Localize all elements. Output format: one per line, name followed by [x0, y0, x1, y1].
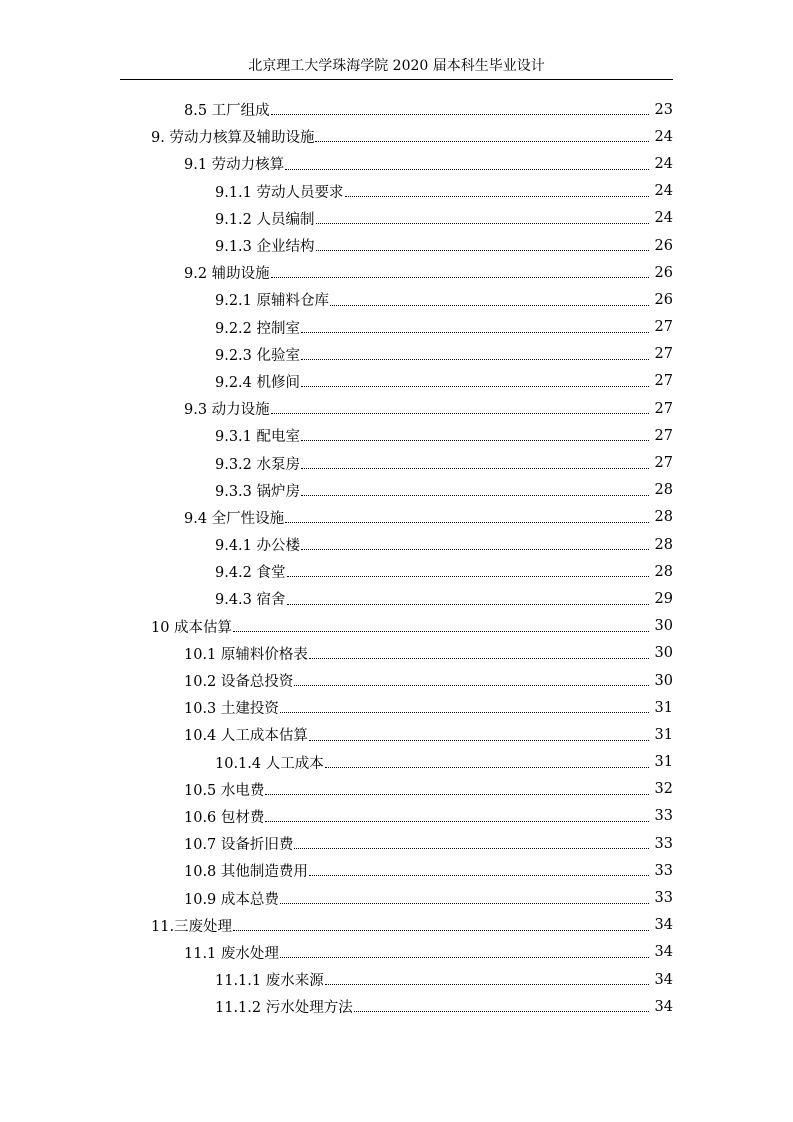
toc-entry[interactable] [0, 803, 793, 830]
toc-entry-page: 28 [654, 563, 673, 580]
toc-dot-leader [325, 983, 649, 985]
toc-entry-title: 10.2 设备总投资 [184, 674, 294, 691]
toc-entry[interactable] [0, 205, 793, 232]
toc-entry[interactable] [0, 504, 793, 531]
toc-dot-leader [309, 739, 649, 741]
toc-entry-page: 26 [654, 237, 673, 254]
toc-entry-title: 10.8 其他制造费用 [184, 864, 308, 881]
toc-entry-page: 34 [654, 998, 673, 1015]
toc-entry[interactable] [0, 341, 793, 368]
toc-dot-leader [345, 195, 649, 197]
toc-entry[interactable] [0, 993, 793, 1020]
toc-entry-title: 9.3.2 水泵房 [215, 456, 301, 473]
toc-entry-title: 10.7 设备折旧费 [184, 837, 294, 854]
toc-entry-title: 9.4 全厂性设施 [184, 510, 285, 527]
toc-entry-title: 9.3.3 锅炉房 [215, 483, 301, 500]
toc-dot-leader [301, 331, 649, 333]
toc-entry-title: 10.4 人工成本估算 [184, 728, 308, 745]
toc-entry-page: 32 [654, 781, 673, 798]
toc-entry[interactable] [0, 694, 793, 721]
toc-entry-title: 9.2.1 原辅料仓库 [215, 293, 330, 310]
toc-entry-page: 33 [654, 890, 673, 907]
toc-dot-leader [330, 304, 649, 306]
toc-entry-page: 24 [654, 183, 673, 200]
toc-entry-page: 24 [654, 210, 673, 227]
toc-dot-leader [280, 902, 649, 904]
toc-dot-leader [301, 358, 649, 360]
toc-entry-page: 34 [654, 917, 673, 934]
toc-entry-page: 29 [654, 590, 673, 607]
toc-entry-title: 10.3 土建投资 [184, 701, 279, 718]
toc-dot-leader [280, 711, 649, 713]
toc-entry-title: 9.1.1 劳动人员要求 [215, 184, 344, 201]
toc-entry[interactable] [0, 395, 793, 422]
toc-dot-leader [301, 467, 649, 469]
toc-entry-page: 27 [654, 319, 673, 336]
toc-dot-leader [271, 113, 649, 115]
toc-entry[interactable] [0, 721, 793, 748]
toc-entry[interactable] [0, 830, 793, 857]
toc-entry[interactable] [0, 314, 793, 341]
toc-entry[interactable] [0, 259, 793, 286]
toc-entry-title: 10.5 水电费 [184, 782, 265, 799]
toc-entry-page: 28 [654, 509, 673, 526]
table-of-contents [0, 96, 793, 1020]
toc-entry-page: 27 [654, 373, 673, 390]
toc-entry-page: 30 [654, 645, 673, 662]
toc-entry[interactable] [0, 368, 793, 395]
toc-entry-title: 9.2 辅助设施 [184, 266, 270, 283]
toc-entry-page: 30 [654, 672, 673, 689]
toc-dot-leader [271, 276, 649, 278]
toc-entry[interactable] [0, 123, 793, 150]
toc-entry[interactable] [0, 884, 793, 911]
toc-dot-leader [280, 956, 649, 958]
toc-entry[interactable] [0, 477, 793, 504]
toc-entry[interactable] [0, 939, 793, 966]
toc-dot-leader [265, 793, 649, 795]
toc-entry-title: 9.2.4 机修间 [215, 374, 301, 391]
toc-entry-page: 33 [654, 862, 673, 879]
toc-entry-page: 31 [654, 699, 673, 716]
toc-entry-title: 11.1 废水处理 [184, 945, 279, 962]
toc-entry-title: 10.1.4 人工成本 [215, 755, 324, 772]
toc-dot-leader [285, 521, 649, 523]
toc-entry[interactable] [0, 449, 793, 476]
toc-dot-leader [301, 548, 649, 550]
toc-entry[interactable] [0, 286, 793, 313]
toc-dot-leader [354, 1010, 649, 1012]
toc-entry-title: 9.1 劳动力核算 [184, 157, 285, 174]
toc-dot-leader [316, 222, 649, 224]
toc-entry-page: 34 [654, 971, 673, 988]
toc-entry-page: 28 [654, 536, 673, 553]
toc-entry[interactable] [0, 667, 793, 694]
toc-entry[interactable] [0, 96, 793, 123]
toc-entry[interactable] [0, 232, 793, 259]
toc-entry-page: 27 [654, 455, 673, 472]
toc-entry-title: 9.1.2 人员编制 [215, 211, 315, 228]
toc-entry-title: 9.4.2 食堂 [215, 565, 286, 582]
toc-entry[interactable] [0, 749, 793, 776]
toc-entry-page: 24 [654, 155, 673, 172]
toc-entry-title: 9. 劳动力核算及辅助设施 [151, 130, 315, 147]
toc-dot-leader [309, 657, 649, 659]
toc-entry[interactable] [0, 776, 793, 803]
toc-entry-title: 9.2.3 化验室 [215, 347, 301, 364]
toc-entry[interactable] [0, 150, 793, 177]
toc-dot-leader [287, 575, 649, 577]
toc-entry-title: 9.2.2 控制室 [215, 320, 301, 337]
toc-dot-leader [287, 603, 649, 605]
toc-entry-page: 26 [654, 264, 673, 281]
toc-entry-title: 10.9 成本总费 [184, 891, 279, 908]
toc-entry-page: 30 [654, 618, 673, 635]
toc-dot-leader [301, 385, 649, 387]
toc-dot-leader [233, 630, 649, 632]
toc-dot-leader [265, 820, 649, 822]
toc-dot-leader [315, 140, 649, 142]
toc-entry-title: 10.6 包材费 [184, 809, 265, 826]
toc-entry-title: 9.3.1 配电室 [215, 429, 301, 446]
toc-entry[interactable] [0, 966, 793, 993]
toc-entry[interactable] [0, 585, 793, 612]
toc-entry-title: 8.5 工厂组成 [184, 103, 270, 120]
toc-entry-title: 11.1.1 废水来源 [215, 973, 324, 990]
toc-entry-title: 9.4.1 办公楼 [215, 538, 301, 555]
toc-entry-title: 10 成本估算 [151, 619, 233, 636]
toc-dot-leader [316, 249, 649, 251]
toc-entry-page: 27 [654, 346, 673, 363]
toc-entry-page: 23 [654, 101, 673, 118]
toc-dot-leader [301, 439, 649, 441]
toc-entry-title: 11.三废处理 [151, 918, 233, 935]
toc-entry-title: 9.1.3 企业结构 [215, 239, 315, 256]
toc-dot-leader [294, 684, 649, 686]
toc-entry[interactable] [0, 558, 793, 585]
toc-entry-page: 24 [654, 128, 673, 145]
toc-entry[interactable] [0, 912, 793, 939]
toc-dot-leader [271, 412, 649, 414]
toc-entry-page: 33 [654, 808, 673, 825]
toc-entry[interactable] [0, 422, 793, 449]
toc-entry-title: 9.3 动力设施 [184, 402, 270, 419]
toc-entry[interactable] [0, 857, 793, 884]
page-header [120, 56, 673, 80]
toc-entry-page: 26 [654, 291, 673, 308]
toc-entry-page: 28 [654, 482, 673, 499]
toc-entry-title: 11.1.2 污水处理方法 [215, 1000, 353, 1017]
toc-entry-page: 31 [654, 754, 673, 771]
toc-entry-page: 27 [654, 400, 673, 417]
toc-entry-page: 34 [654, 944, 673, 961]
toc-entry-title: 10.1 原辅料价格表 [184, 646, 308, 663]
toc-dot-leader [325, 766, 649, 768]
toc-entry-page: 33 [654, 835, 673, 852]
toc-entry[interactable] [0, 178, 793, 205]
toc-entry-page: 27 [654, 427, 673, 444]
toc-entry[interactable] [0, 640, 793, 667]
toc-dot-leader [285, 168, 649, 170]
toc-dot-leader [309, 874, 649, 876]
toc-entry-title: 9.4.3 宿舍 [215, 592, 286, 609]
toc-entry[interactable] [0, 613, 793, 640]
toc-entry-page: 31 [654, 726, 673, 743]
toc-entry[interactable] [0, 531, 793, 558]
header-title: 北京理工大学珠海学院 2020 届本科生毕业设计 [248, 58, 545, 74]
toc-dot-leader [301, 494, 649, 496]
toc-dot-leader [294, 847, 649, 849]
toc-dot-leader [233, 929, 649, 931]
